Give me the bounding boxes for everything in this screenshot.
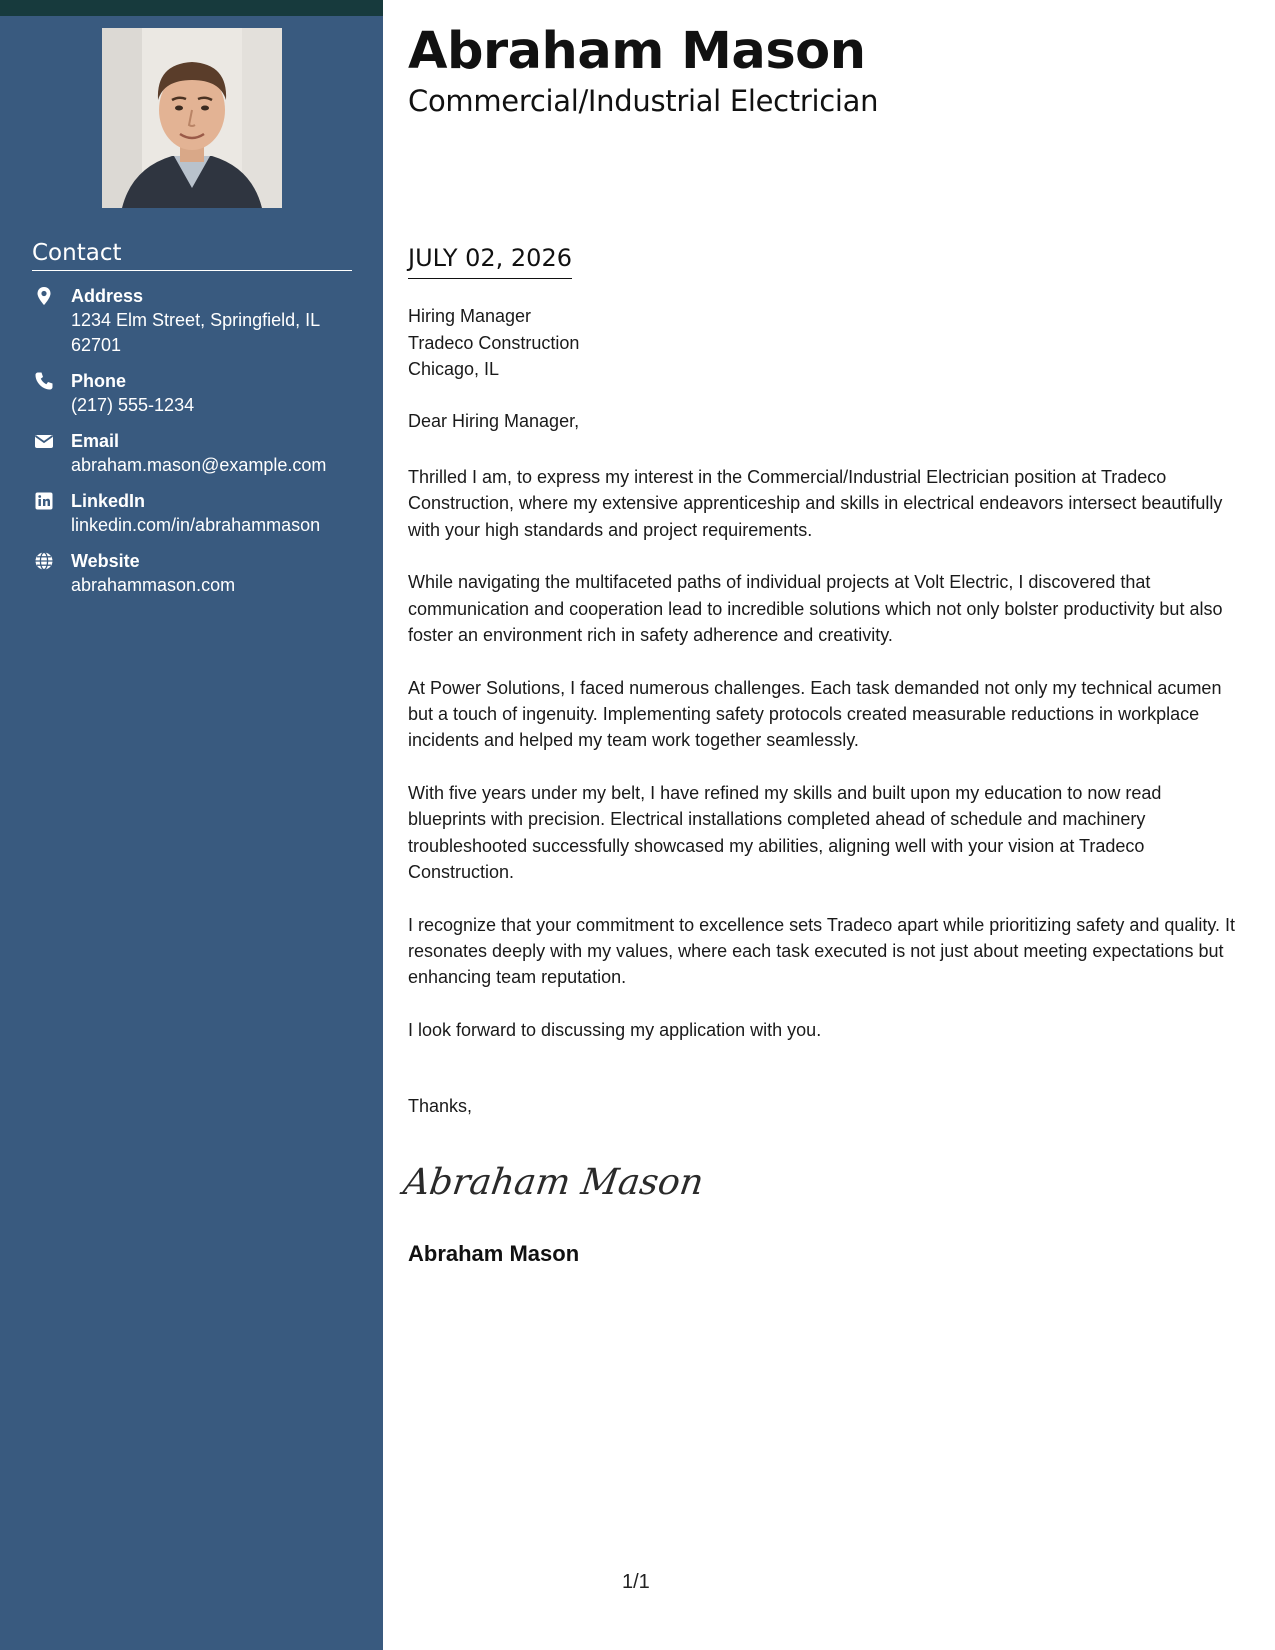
- contact-item-address: [32, 284, 362, 358]
- contact-item-website: [32, 549, 362, 598]
- contact-item-email: [32, 429, 362, 478]
- map-pin-icon: [34, 286, 54, 306]
- body-paragraph: At Power Solutions, I faced numerous challenges. Each task demanded not only my technical acumen but a touch of ingenuity. Implementing safety protocols created measurable reductions in workplace incidents and helped my team work together seamlessly.: [408, 677, 1222, 751]
- body-paragraph: While navigating the multifaceted paths of individual projects at Volt Electric, I discovered that communication and cooperation lead to incredible solutions which not only bolster productivity but also foster an environment rich in safety adherence and creativity.: [408, 572, 1223, 645]
- avatar: [102, 28, 282, 208]
- sidebar-top-bar: [0, 0, 383, 16]
- contact-label: Website: [71, 551, 140, 571]
- page-number: 1/1: [622, 1571, 650, 1593]
- contact-value: (217) 555-1234: [71, 395, 195, 415]
- globe-icon: [34, 551, 54, 571]
- signature: [400, 1152, 707, 1217]
- contact-list: [32, 284, 362, 609]
- letter-date: JULY 02, 2026: [408, 244, 572, 279]
- contact-value: abrahammason.com: [71, 575, 236, 595]
- closing: Thanks,: [408, 1096, 473, 1116]
- recipient-block: [408, 303, 579, 383]
- contact-heading: Contact: [32, 240, 352, 271]
- recipient-line: Tradeco Construction: [408, 332, 580, 353]
- contact-value: 1234 Elm Street, Springfield, IL 62701: [71, 310, 320, 355]
- candidate-name: Abraham Mason: [408, 22, 866, 81]
- contact-label: Phone: [71, 371, 127, 391]
- phone-icon: [34, 371, 54, 391]
- body-paragraph: I look forward to discussing my application with you.: [408, 1020, 822, 1041]
- contact-label: LinkedIn: [71, 491, 146, 511]
- sidebar: [0, 0, 383, 1650]
- contact-value: abraham.mason@example.com: [71, 455, 327, 475]
- envelope-icon: [34, 431, 54, 451]
- letter-body: [408, 464, 1238, 1070]
- candidate-title: Commercial/Industrial Electrician: [408, 84, 879, 118]
- recipient-line: Chicago, IL: [408, 359, 500, 379]
- contact-item-phone: [32, 369, 362, 418]
- contact-label: Email: [71, 431, 120, 451]
- signer-name: Abraham Mason: [408, 1241, 580, 1266]
- signature-text: Abraham Mason: [400, 1160, 707, 1203]
- body-paragraph: With five years under my belt, I have refined my skills and built upon my education to now read blueprints with precision. Electrical installations completed ahead of schedule and machinery troubleshooted successfully showcased my abilities, aligning well with your vision at Tradeco Construction.: [408, 783, 1162, 883]
- linkedin-icon: [34, 491, 54, 511]
- body-paragraph: Thrilled I am, to express my interest in the Commercial/Industrial Electrician position at Tradeco Construction, where my extensive apprenticeship and skills in electrical endeavors intersect beautifully with your high standards and project requirements.: [408, 467, 1223, 540]
- contact-label: Address: [71, 286, 144, 306]
- recipient-line: Hiring Manager: [408, 306, 532, 326]
- body-paragraph: I recognize that your commitment to excellence sets Tradeco apart while prioritizing safety and quality. It resonates deeply with my values, where each task executed is not just about meeting expectations but enhancing team reputation.: [408, 914, 1236, 988]
- contact-item-linkedin: [32, 489, 362, 538]
- contact-value: linkedin.com/in/abrahammason: [71, 515, 321, 535]
- salutation: Dear Hiring Manager,: [408, 411, 580, 431]
